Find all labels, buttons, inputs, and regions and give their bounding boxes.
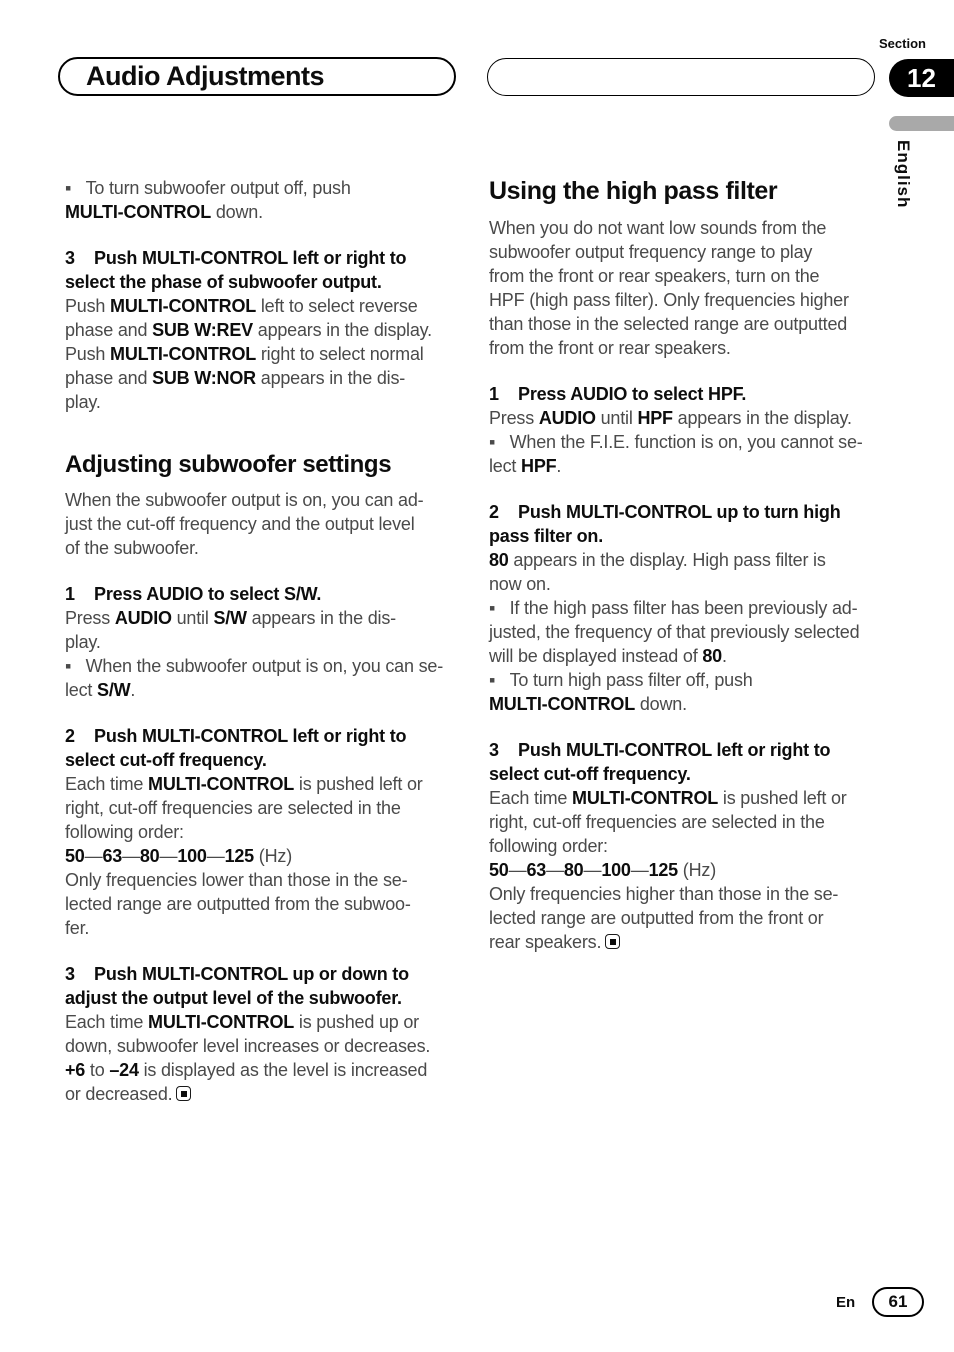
- section-label: Section: [879, 36, 926, 51]
- text-segment: Each time: [65, 1012, 149, 1032]
- text-segment: 100: [601, 860, 631, 880]
- text-segment: left to select reverse: [256, 296, 418, 316]
- text-segment: adjust the output level of the subwoofer.: [65, 988, 402, 1008]
- page-number: 61: [888, 1292, 908, 1311]
- text-segment: 2 Push MULTI-CONTROL left or right to: [65, 726, 407, 746]
- paragraph: [489, 216, 889, 360]
- text-segment: phase and: [65, 320, 153, 340]
- text-segment: from the front or rear speakers.: [489, 338, 731, 358]
- text-segment: rear speakers.: [489, 932, 602, 952]
- bullet-icon: ▪: [489, 598, 496, 618]
- text-segment: following order:: [65, 822, 184, 842]
- step-heading: [65, 582, 465, 606]
- text-segment: 80: [489, 550, 509, 570]
- text-segment: MULTI-CONTROL: [110, 296, 257, 316]
- text-segment: Push: [65, 296, 111, 316]
- text-segment: 1 Press AUDIO to select S/W.: [65, 584, 322, 604]
- text-segment: select cut-off frequency.: [489, 764, 691, 784]
- step-heading: [65, 962, 465, 1010]
- bullet-icon: ▪: [489, 432, 496, 452]
- step-heading: [65, 724, 465, 772]
- text-segment: select cut-off frequency.: [65, 750, 267, 770]
- paragraph: [65, 844, 465, 868]
- text-segment: 125: [224, 846, 254, 866]
- text-segment: down.: [211, 202, 263, 222]
- language-tab-label: English: [894, 140, 913, 209]
- text-segment: just the cut-off frequency and the output level: [65, 514, 415, 534]
- text-segment: —: [508, 860, 527, 880]
- text-segment: AUDIO: [114, 608, 172, 628]
- text-segment: MULTI-CONTROL: [148, 1012, 295, 1032]
- text-segment: is pushed left or: [294, 774, 423, 794]
- paragraph: [489, 548, 889, 596]
- section-title: [489, 176, 889, 206]
- text-segment: following order:: [489, 836, 608, 856]
- text-segment: right to select normal: [256, 344, 424, 364]
- text-segment: 1 Press AUDIO to select HPF.: [489, 384, 747, 404]
- text-segment: –24: [109, 1060, 139, 1080]
- text-segment: Push: [65, 344, 111, 364]
- paragraph: [65, 606, 465, 654]
- paragraph: [489, 858, 889, 882]
- text-segment: lect: [65, 680, 98, 700]
- text-segment: —: [84, 846, 103, 866]
- paragraph: [489, 882, 889, 954]
- text-segment: Adjusting subwoofer settings: [65, 451, 392, 478]
- text-segment: Using the high pass filter: [489, 177, 778, 205]
- text-segment: until: [595, 408, 638, 428]
- bullet-icon: ▪: [65, 178, 72, 198]
- text-segment: select the phase of subwoofer output.: [65, 272, 382, 292]
- text-segment: pass filter on.: [489, 526, 604, 546]
- text-segment: is pushed left or: [718, 788, 847, 808]
- text-segment: —: [546, 860, 564, 880]
- text-segment: appears in the display.: [252, 320, 432, 340]
- text-segment: is displayed as the level is increased: [138, 1060, 428, 1080]
- bullet-note: [65, 176, 465, 224]
- text-segment: Only frequencies higher than those in the se-: [489, 884, 839, 904]
- paragraph: [489, 406, 889, 430]
- bullet-icon: ▪: [65, 656, 72, 676]
- text-segment: 2 Push MULTI-CONTROL up to turn high: [489, 502, 841, 522]
- text-segment: or decreased.: [65, 1084, 173, 1104]
- text-segment: HPF (high pass filter). Only frequencies higher: [489, 290, 849, 310]
- text-segment: lected range are outputted from the subwoo-: [65, 894, 411, 914]
- paragraph: [65, 772, 465, 844]
- text-segment: S/W: [97, 680, 131, 700]
- text-segment: —: [630, 860, 649, 880]
- text-segment: —: [583, 860, 602, 880]
- step-heading: [489, 382, 889, 406]
- header-empty-box: [487, 58, 875, 96]
- text-segment: 80: [563, 860, 584, 880]
- text-segment: appears in the dis-: [255, 368, 406, 388]
- text-segment: than those in the selected range are outputted: [489, 314, 848, 334]
- text-segment: now on.: [489, 574, 551, 594]
- text-segment: —: [206, 846, 225, 866]
- text-segment: MULTI-CONTROL: [572, 788, 719, 808]
- text-segment: 80: [139, 846, 160, 866]
- paragraph: [65, 488, 465, 560]
- bullet-note: [489, 668, 889, 716]
- text-segment: .: [556, 456, 562, 476]
- text-segment: 100: [177, 846, 207, 866]
- text-segment: play.: [65, 632, 101, 652]
- text-segment: When you do not want low sounds from the: [489, 218, 827, 238]
- text-segment: To turn high pass filter off, push: [495, 670, 753, 690]
- right-column: [489, 176, 889, 954]
- text-segment: Press: [65, 608, 115, 628]
- step-heading: [65, 246, 465, 294]
- text-segment: appears in the dis-: [246, 608, 396, 628]
- text-segment: (Hz): [678, 860, 716, 880]
- text-segment: Press: [489, 408, 539, 428]
- text-segment: will be displayed instead of: [489, 646, 703, 666]
- paragraph: [65, 868, 465, 940]
- text-segment: subwoofer output frequency range to play: [489, 242, 813, 262]
- text-segment: To turn subwoofer output off, push: [71, 178, 351, 198]
- language-tab-marker: [889, 116, 954, 131]
- chapter-title: Audio Adjustments: [86, 61, 324, 91]
- text-segment: MULTI-CONTROL: [65, 202, 212, 222]
- chapter-title-box: [58, 57, 456, 96]
- text-segment: HPF: [637, 408, 673, 428]
- text-segment: MULTI-CONTROL: [489, 694, 636, 714]
- text-segment: 125: [648, 860, 678, 880]
- text-segment: 50: [489, 860, 509, 880]
- text-segment: SUB W:REV: [152, 320, 253, 340]
- section-number-badge: [889, 59, 954, 97]
- text-segment: phase and: [65, 368, 153, 388]
- step-heading: [489, 500, 889, 548]
- paragraph: [65, 294, 465, 414]
- text-segment: MULTI-CONTROL: [148, 774, 295, 794]
- text-segment: 63: [102, 846, 123, 866]
- text-segment: Each time: [489, 788, 573, 808]
- text-segment: +6: [65, 1060, 86, 1080]
- text-segment: 63: [526, 860, 547, 880]
- text-segment: When the F.I.E. function is on, you cannot se-: [495, 432, 863, 452]
- bullet-note: [489, 430, 889, 478]
- text-segment: appears in the display. High pass filter is: [508, 550, 826, 570]
- text-segment: play.: [65, 392, 101, 412]
- text-segment: When the subwoofer output is on, you can se-: [71, 656, 444, 676]
- bullet-note: [65, 654, 465, 702]
- text-segment: justed, the frequency of that previously selected: [489, 622, 860, 642]
- step-heading: [489, 738, 889, 786]
- text-segment: until: [171, 608, 214, 628]
- text-segment: S/W: [213, 608, 247, 628]
- end-of-section-icon: [176, 1086, 191, 1101]
- text-segment: to: [85, 1060, 110, 1080]
- text-segment: appears in the display.: [672, 408, 852, 428]
- text-segment: —: [122, 846, 140, 866]
- text-segment: If the high pass filter has been previously ad-: [495, 598, 858, 618]
- text-segment: Only frequencies lower than those in the se-: [65, 870, 408, 890]
- text-segment: right, cut-off frequencies are selected in the: [489, 812, 825, 832]
- text-segment: right, cut-off frequencies are selected in the: [65, 798, 401, 818]
- language-abbreviation: En: [836, 1294, 856, 1311]
- text-segment: 80: [702, 646, 722, 666]
- paragraph: [65, 1010, 465, 1106]
- text-segment: .: [721, 646, 727, 666]
- page-number-pill: [872, 1287, 924, 1317]
- text-segment: lect: [489, 456, 522, 476]
- text-segment: down.: [635, 694, 687, 714]
- text-segment: lected range are outputted from the front or: [489, 908, 824, 928]
- bullet-icon: ▪: [489, 670, 496, 690]
- end-of-section-icon: [605, 934, 620, 949]
- text-segment: down, subwoofer level increases or decreases.: [65, 1036, 431, 1056]
- text-segment: 3 Push MULTI-CONTROL left or right to: [65, 248, 407, 268]
- text-segment: —: [159, 846, 178, 866]
- text-segment: MULTI-CONTROL: [110, 344, 257, 364]
- bullet-note: [489, 596, 889, 668]
- text-segment: .: [130, 680, 136, 700]
- subsection-title: [65, 450, 465, 480]
- text-segment: from the front or rear speakers, turn on the: [489, 266, 820, 286]
- left-column: [65, 176, 465, 1106]
- text-segment: fer.: [65, 918, 90, 938]
- text-segment: HPF: [521, 456, 557, 476]
- text-segment: is pushed up or: [294, 1012, 419, 1032]
- text-segment: AUDIO: [538, 408, 596, 428]
- text-segment: Each time: [65, 774, 149, 794]
- text-segment: 3 Push MULTI-CONTROL up or down to: [65, 964, 409, 984]
- text-segment: of the subwoofer.: [65, 538, 199, 558]
- text-segment: (Hz): [254, 846, 292, 866]
- text-segment: 50: [65, 846, 85, 866]
- paragraph: [489, 786, 889, 858]
- text-segment: When the subwoofer output is on, you can ad-: [65, 490, 424, 510]
- text-segment: SUB W:NOR: [152, 368, 256, 388]
- text-segment: 3 Push MULTI-CONTROL left or right to: [489, 740, 831, 760]
- section-number: 12: [907, 62, 936, 93]
